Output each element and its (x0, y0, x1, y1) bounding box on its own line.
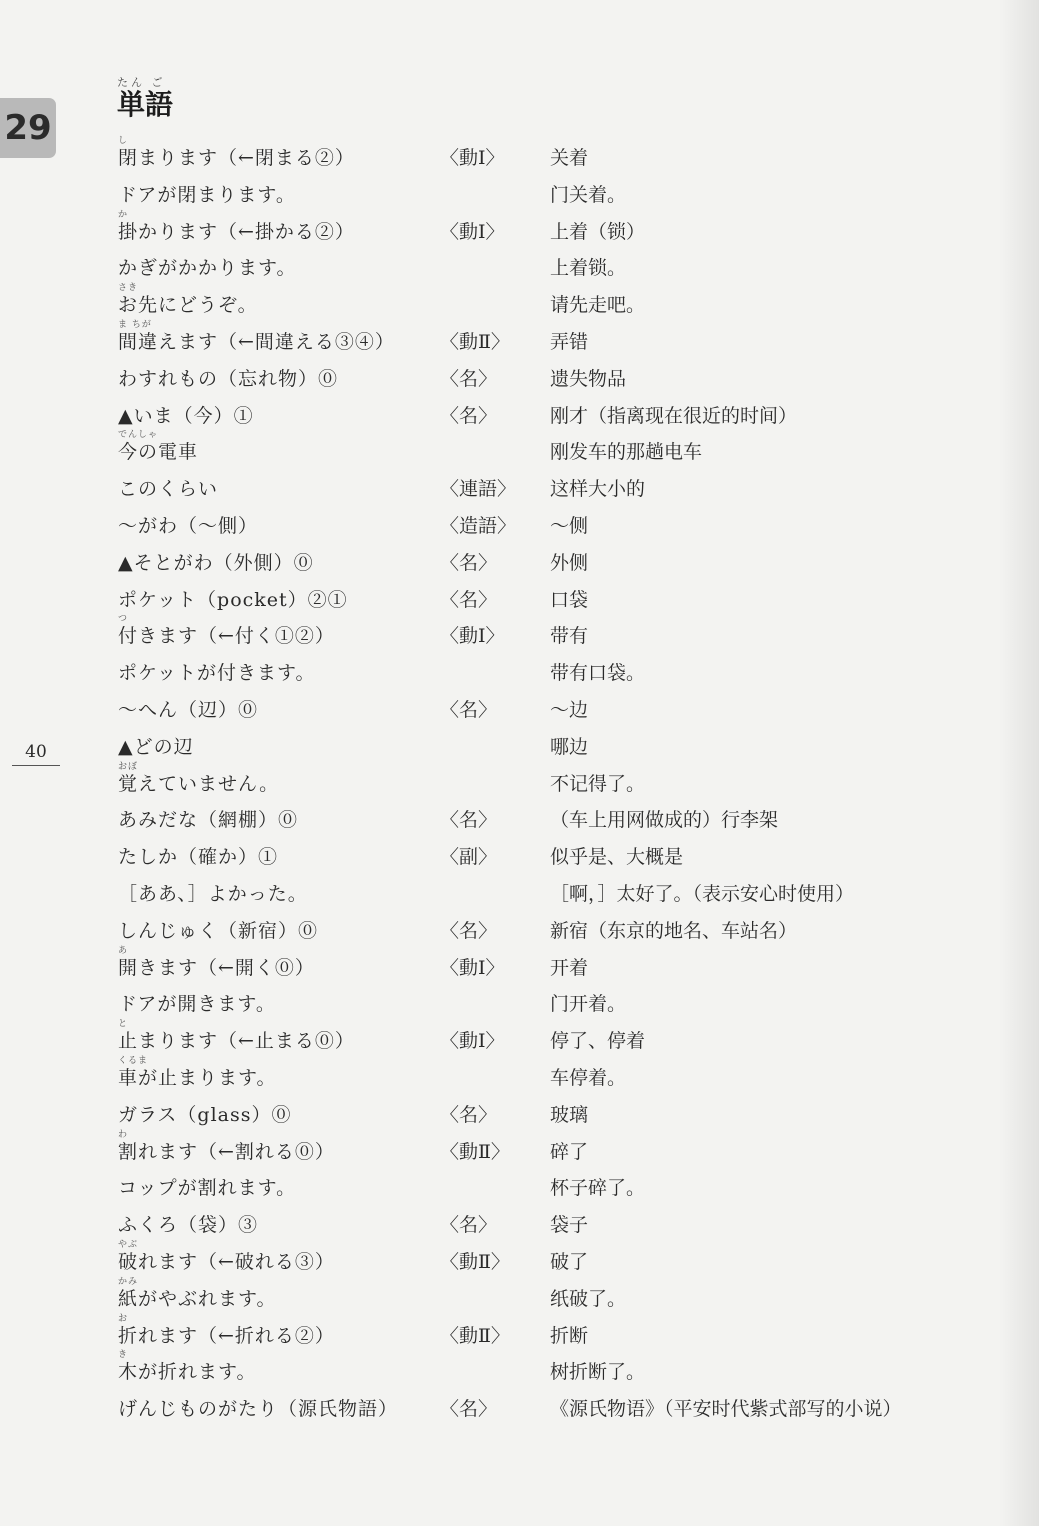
vocab-furigana: つ (118, 614, 129, 625)
vocab-part-of-speech: 〈動Ⅰ〉 (440, 956, 505, 979)
vocab-japanese: 今の電車 (118, 441, 199, 464)
vocab-part-of-speech: 〈動Ⅱ〉 (440, 1140, 510, 1163)
vocab-chinese: 树折断了。 (550, 1361, 646, 1384)
vocab-chinese: 这样大小的 (550, 478, 646, 501)
vocab-row (118, 398, 978, 435)
vocab-chinese: 停了、停着 (550, 1030, 646, 1053)
vocab-part-of-speech: 〈動Ⅰ〉 (440, 147, 505, 169)
vocab-chinese: 哪边 (550, 735, 589, 758)
vocab-furigana: き (118, 1350, 129, 1361)
vocab-chinese: 〜侧 (550, 514, 589, 537)
vocab-row (118, 913, 978, 950)
vocab-row (118, 1019, 978, 1060)
vocab-chinese: 玻璃 (550, 1103, 589, 1126)
vocab-furigana: か (118, 209, 129, 220)
section-heading-title: 単語 (117, 88, 174, 121)
vocab-row (118, 1276, 978, 1318)
vocab-japanese: たしか（確か）① (118, 846, 279, 869)
vocab-part-of-speech: 〈動Ⅱ〉 (440, 330, 510, 353)
vocab-furigana: おぼ (118, 761, 139, 772)
vocab-chinese: 似乎是、大概是 (550, 846, 684, 869)
vocab-japanese: 〜がわ（〜側） (118, 514, 259, 537)
vocab-japanese: 破れます（←破れる③） (118, 1250, 335, 1273)
vocab-row (118, 1097, 978, 1134)
vocab-part-of-speech: 〈名〉 (440, 698, 498, 721)
vocab-japanese: コップが割れます。 (118, 1177, 297, 1200)
vocab-japanese: ドアが開きます。 (118, 993, 276, 1016)
vocab-japanese: ▲そとがわ（外側）⓪ (118, 551, 314, 574)
vocab-chinese: 带有口袋。 (550, 662, 646, 685)
vocab-part-of-speech: 〈造語〉 (440, 514, 517, 537)
vocab-japanese: ▲どの辺 (118, 735, 194, 758)
vocab-row (118, 761, 978, 803)
vocab-chinese: 口袋 (550, 588, 589, 611)
vocab-japanese: ポケット（pocket）②① (118, 588, 348, 611)
vocab-part-of-speech: 〈動Ⅰ〉 (440, 1030, 505, 1053)
vocab-chinese: ［啊，］太好了。（表示安心时使用） (550, 882, 855, 905)
vocab-japanese: 掛かります（←掛かる②） (118, 220, 355, 243)
vocab-part-of-speech: 〈名〉 (440, 919, 498, 942)
vocab-row (118, 471, 978, 508)
chapter-tab: 29 (0, 98, 56, 158)
vocab-row (118, 319, 978, 361)
vocab-part-of-speech: 〈名〉 (440, 588, 498, 611)
vocab-japanese: 開きます（←開く⓪） (118, 956, 315, 979)
page-edge-shadow (999, 0, 1039, 1526)
vocab-row (118, 1129, 978, 1171)
vocab-chinese: 请先走吧。 (550, 294, 646, 317)
vocab-chinese: 弄错 (550, 330, 589, 353)
vocab-row (118, 802, 978, 839)
vocab-furigana: くるま (118, 1055, 149, 1066)
vocab-furigana: かみ (118, 1276, 139, 1287)
vocab-chinese: 遗失物品 (550, 367, 627, 390)
vocab-part-of-speech: 〈名〉 (440, 1398, 498, 1421)
vocab-chinese: 〜边 (550, 698, 589, 721)
section-heading-ruby: たん ご (117, 76, 166, 89)
vocab-row (118, 283, 978, 324)
vocab-chinese: 新宿（东京的地名、车站名） (550, 919, 798, 942)
vocab-japanese: ガラス（glass）⓪ (118, 1103, 292, 1126)
vocab-japanese: 付きます（←付く①②） (118, 625, 335, 648)
vocab-part-of-speech: 〈動Ⅱ〉 (440, 1324, 510, 1347)
vocab-list (118, 136, 978, 1428)
vocab-japanese: 割れます（←割れる⓪） (118, 1140, 335, 1163)
vocab-chinese: （车上用网做成的）行李架 (550, 809, 779, 832)
vocab-chinese: 不记得了。 (550, 772, 646, 795)
vocab-part-of-speech: 〈連語〉 (440, 478, 517, 501)
vocab-part-of-speech: 〈動Ⅱ〉 (440, 1250, 510, 1273)
vocab-row (118, 986, 978, 1023)
vocab-part-of-speech: 〈名〉 (440, 367, 498, 390)
vocab-part-of-speech: 〈動Ⅰ〉 (440, 625, 505, 648)
vocab-chinese: 纸破了。 (550, 1287, 627, 1310)
vocab-part-of-speech: 〈名〉 (440, 1103, 498, 1126)
vocab-chinese: 上着（锁） (550, 220, 646, 243)
vocab-japanese: 木が折れます。 (118, 1361, 257, 1384)
vocab-japanese: 車が止まります。 (118, 1066, 277, 1089)
vocab-chinese: 外侧 (550, 551, 589, 574)
vocab-row (118, 876, 978, 913)
vocab-japanese: 間違えます（←間違える③④） (118, 330, 395, 353)
vocab-japanese: 覚えていません。 (118, 772, 280, 795)
vocab-row (118, 361, 978, 398)
vocab-japanese: わすれもの（忘れ物）⓪ (118, 367, 339, 390)
page-number: 40 (12, 742, 60, 766)
vocab-chinese: 折断 (550, 1324, 589, 1347)
vocab-japanese: 閉まります（←閉まる②） (118, 147, 355, 169)
vocab-row (118, 545, 978, 582)
vocab-chinese: 刚发车的那趟电车 (550, 441, 703, 464)
vocab-row (118, 250, 978, 287)
vocab-part-of-speech: 〈名〉 (440, 404, 498, 427)
vocab-chinese: 开着 (550, 956, 589, 979)
vocab-row (118, 1391, 978, 1428)
vocab-chinese: 碎了 (550, 1140, 589, 1163)
vocab-row (118, 945, 978, 987)
vocab-row (118, 839, 978, 876)
vocab-row (118, 136, 978, 177)
vocab-row (118, 614, 978, 655)
vocab-row (118, 582, 978, 619)
vocab-row (118, 209, 978, 251)
vocab-part-of-speech: 〈動Ⅰ〉 (440, 220, 505, 243)
vocab-chinese: 门关着。 (550, 183, 627, 206)
vocab-furigana: し (118, 136, 129, 146)
vocab-japanese: かぎがかかります。 (118, 257, 297, 280)
vocab-row (118, 655, 978, 692)
vocab-furigana: ま ちが (118, 319, 152, 330)
vocab-chinese: 杯子碎了。 (550, 1177, 646, 1200)
vocab-japanese: しんじゅく（新宿）⓪ (118, 919, 319, 942)
vocab-row (118, 508, 978, 545)
vocab-furigana: お (118, 1313, 129, 1324)
vocab-part-of-speech: 〈副〉 (440, 846, 498, 869)
vocab-chinese: 门开着。 (550, 993, 627, 1016)
vocab-chinese: 带有 (550, 625, 589, 648)
vocab-japanese: ポケットが付きます。 (118, 662, 316, 685)
vocab-japanese: あみだな（網棚）⓪ (118, 809, 299, 832)
vocab-chinese: 刚才（指离现在很近的时间） (550, 404, 798, 427)
vocab-japanese: ［ああ、］よかった。 (118, 882, 308, 905)
vocab-chinese: 上着锁。 (550, 257, 627, 280)
vocab-row (118, 1207, 978, 1244)
vocab-japanese: ドアが閉まります。 (118, 183, 296, 206)
vocab-japanese: 折れます（←折れる②） (118, 1324, 335, 1347)
vocab-furigana: やぶ (118, 1239, 139, 1250)
vocab-row (118, 1313, 978, 1355)
vocab-furigana: さき (118, 283, 139, 294)
vocab-row (118, 1239, 978, 1281)
vocab-japanese: げんじものがたり（源氏物語） (118, 1398, 399, 1421)
vocab-row (118, 729, 978, 766)
vocab-furigana: わ (118, 1129, 129, 1140)
vocab-chinese: 关着 (550, 147, 589, 169)
vocab-part-of-speech: 〈名〉 (440, 1214, 498, 1237)
section-heading (117, 76, 173, 120)
vocab-japanese: このくらい (118, 478, 219, 501)
vocab-chinese: 车停着。 (550, 1066, 627, 1089)
vocab-japanese: お先にどうぞ。 (118, 294, 258, 317)
vocab-row (118, 1350, 978, 1391)
vocab-japanese: ▲いま（今）① (118, 404, 254, 427)
vocab-chinese: 《源氏物语》（平安时代紫式部写的小说） (550, 1398, 902, 1421)
vocab-japanese: 紙がやぶれます。 (118, 1287, 277, 1310)
vocab-row (118, 177, 978, 214)
vocab-japanese: 止まります（←止まる⓪） (118, 1030, 355, 1053)
vocab-part-of-speech: 〈名〉 (440, 809, 498, 832)
vocab-row (118, 692, 978, 729)
vocab-japanese: 〜へん（辺）⓪ (118, 698, 259, 721)
vocab-furigana: あ (118, 945, 129, 956)
vocab-chinese: 破了 (550, 1250, 589, 1273)
vocab-furigana: でんしゃ (118, 430, 159, 441)
vocab-furigana: と (118, 1019, 129, 1030)
vocab-chinese: 袋子 (550, 1214, 589, 1237)
vocab-japanese: ふくろ（袋）③ (118, 1214, 259, 1237)
vocab-row (118, 1055, 978, 1097)
vocab-row (118, 1170, 978, 1207)
vocab-row (118, 430, 978, 471)
vocab-part-of-speech: 〈名〉 (440, 551, 498, 574)
